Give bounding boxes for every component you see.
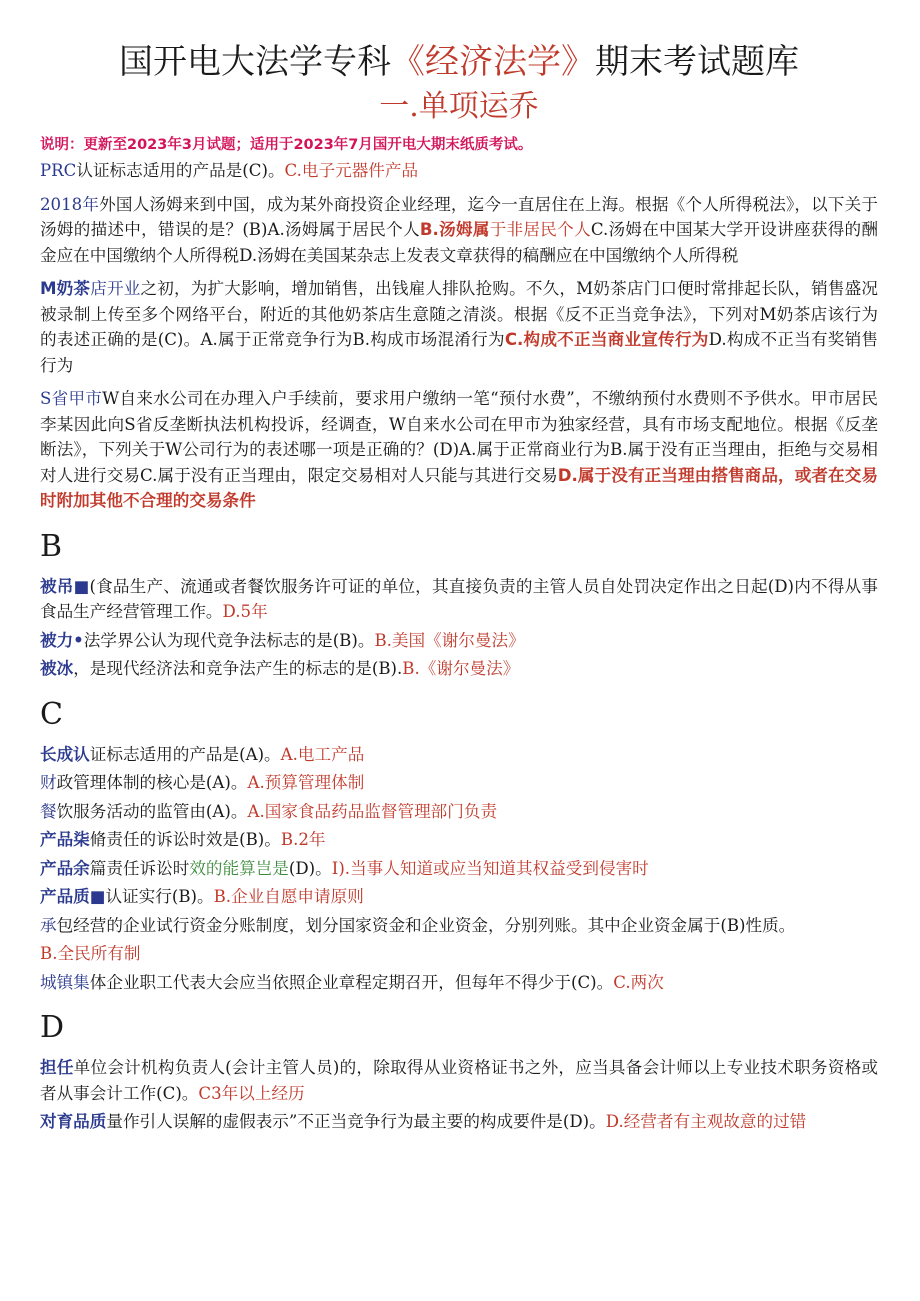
question-answer: C.电子元器件产品 <box>284 161 419 180</box>
question-tail: C.汤姆在中国某大学开设讲座获得的酬金应在中国缴纳个人所得税D.汤姆在美国某杂志上发表文章获得的稿酬应在中国缴纳个人所得税 <box>40 220 879 265</box>
question-text: 体企业职工代表大会应当依照企业章程定期召开，但每年不得少于(C)。 <box>89 972 614 992</box>
question-lead-strong: 长成认 <box>40 744 90 764</box>
question-answer: B.2年 <box>280 830 326 849</box>
question-answer-strong: B.汤姆属 <box>419 220 490 239</box>
question-answer-strong: C.构成不正当商业宣传行为 <box>504 330 709 349</box>
section-subtitle: 一.单项运乔 <box>379 89 539 124</box>
question-text: 单位会计机构负责人(会计主管人员)的，除取得从业资格证书之外，应当具备会计师以上专业技术职务资格或者从事会计工作(C)。 <box>40 1058 878 1103</box>
question-text: ，是现代经济法和竞争法产生的标志的是(B). <box>73 659 403 678</box>
page-title <box>40 38 878 86</box>
question-b2 <box>40 628 878 654</box>
question-tail: D.构成不正当有奖销售行为 <box>40 330 879 375</box>
question-answer: B.美国《谢尔曼法》 <box>374 630 525 650</box>
question-answer: B.《谢尔曼法》 <box>402 659 520 678</box>
question-b1 <box>40 574 878 625</box>
question-text: (食品生产、流通或者餐饮服务许可证的单位，其直接负责的主管人员自处罚决定作出之日起(D)内不得从事食品生产经营管理工作。 <box>40 576 878 621</box>
question-milk-tea <box>40 276 878 378</box>
question-text: 认证标志适用的产品是(C)。 <box>76 161 285 180</box>
question-text: 认证实行(B)。 <box>105 887 214 906</box>
question-text: 政管理体制的核心是(A)。 <box>56 773 248 792</box>
question-prc <box>40 158 878 184</box>
question-answer: D.经营者有主观故意的过错 <box>605 1112 807 1131</box>
question-lead: 承 <box>40 915 57 935</box>
question-text: W自来水公司在办理入户手续前，要求用户缴纳一笔“预付水费”，不缴纳预付水费则不予供水。甲市居民李某因此向S省反垄断执法机构投诉，经调查，W自来水公司在甲市为独家经营，具有市场支配地位。根据《反垄断法》，下列关于W公司行为的表述哪一项是正确的？(D)A.属于正常商业行为B.属于没有正当理由，拒绝与交易相对人进行交易C.属于没有正当理由，限定交易相对人只能与其进行交易 <box>40 389 878 485</box>
document-page <box>40 38 878 1138</box>
question-lead-strong: 产品柒 <box>40 830 90 849</box>
question-text: 量作引人误解的虚假表示”不正当竞争行为最主要的构成要件是(D)。 <box>106 1112 606 1131</box>
question-answer: C.两次 <box>613 972 664 992</box>
question-answer: D.5年 <box>222 602 268 621</box>
question-lead: 餐 <box>40 801 57 821</box>
question-lead-strong: 被吊■ <box>40 576 90 596</box>
title-prefix: 国开电大法学专科 <box>119 42 391 82</box>
update-note: 说明：更新至2023年3月试题；适用于2023年7月国开电大期末纸质考试。 <box>40 137 533 153</box>
section-letter-b: B <box>40 528 63 564</box>
question-lead: 2018年 <box>40 194 100 214</box>
question-lead: 财 <box>40 773 57 792</box>
question-answer: 于非居民个人 <box>489 220 591 239</box>
question-text-2: (D)。 <box>288 858 332 878</box>
question-lead-strong: 担任 <box>40 1058 74 1077</box>
question-lead-strong: 被力• <box>40 630 84 650</box>
question-text: 包经营的企业试行资金分账制度，划分国家资金和企业资金，分别列账。其中企业资金属于(B)性质。 <box>56 915 796 935</box>
question-c1 <box>40 742 878 768</box>
question-text: 饮服务活动的监管由(A)。 <box>56 801 248 821</box>
question-d2 <box>40 1109 878 1135</box>
question-lead-strong: 产品余 <box>40 858 90 878</box>
question-c5 <box>40 856 878 882</box>
question-answer-strong: D.属于没有正当理由搭售商品，或者在交易时附加其他不合理的交易条件 <box>40 465 878 510</box>
question-text: 脩责任的诉讼时效是(B)。 <box>89 830 281 849</box>
question-d1 <box>40 1055 878 1106</box>
question-answer: A.电工产品 <box>280 744 365 764</box>
question-answer: B.企业自愿申请原则 <box>213 887 364 906</box>
question-answer: B.全民所有制 <box>40 944 141 963</box>
title-highlight: 《经济法学》 <box>391 42 595 82</box>
question-text: 外国人汤姆来到中国，成为某外商投资企业经理，迄今一直居住在上海。根据《个人所得税法》，以下关于汤姆的描述中，错误的是？(B)A.汤姆属于居民个人 <box>40 194 878 239</box>
question-c8 <box>40 970 878 996</box>
question-text: 法学界公认为现代竞争法标志的是(B)。 <box>83 630 375 650</box>
question-text: 篇责任诉讼时 <box>89 858 190 878</box>
question-lead-strong: 被冰 <box>40 659 74 678</box>
question-c2 <box>40 770 878 796</box>
question-answer: I).当事人知道或应当知道其权益受到侵害时 <box>331 858 649 878</box>
section-letter-d: D <box>40 1010 65 1045</box>
question-c7-answer <box>40 941 878 967</box>
section-letter-c: C <box>40 696 63 732</box>
question-lead-strong: 产品质■ <box>40 887 106 906</box>
question-answer: A.国家食品药品监督管理部门负责 <box>247 801 498 821</box>
question-lead-strong: 对育品质 <box>40 1112 107 1131</box>
question-lead: PRC <box>40 161 77 180</box>
question-c7 <box>40 913 878 939</box>
question-c3 <box>40 799 878 825</box>
question-c6 <box>40 884 878 910</box>
question-lead-strong: M奶茶 <box>40 279 91 298</box>
question-lead: 店开业 <box>90 279 141 298</box>
title-suffix: 期末考试题库 <box>595 42 799 82</box>
question-text-mid: 效的能算岂是 <box>189 858 289 878</box>
question-b3 <box>40 656 878 682</box>
question-lead: 城镇集 <box>40 972 90 992</box>
question-text: 证标志适用的产品是(A)。 <box>89 744 281 764</box>
question-answer: A.预算管理体制 <box>247 773 365 792</box>
question-answer: C3年以上经历 <box>198 1083 305 1103</box>
question-lead: S省甲市 <box>40 389 103 408</box>
question-text: 之初，为扩大影响，增加销售，出钱雇人排队抢购。不久，M奶茶店门口便时常排起长队，销售盛况被录制上传至多个网络平台，附近的其他奶茶店生意随之清淡。根据《反不正当竞争法》，下列对M奶茶店该行为的表述正确的是(C)。A.属于正常竞争行为B.构成市场混淆行为 <box>40 279 879 349</box>
question-2018 <box>40 192 878 269</box>
question-c4 <box>40 827 878 853</box>
question-water-company <box>40 386 878 514</box>
